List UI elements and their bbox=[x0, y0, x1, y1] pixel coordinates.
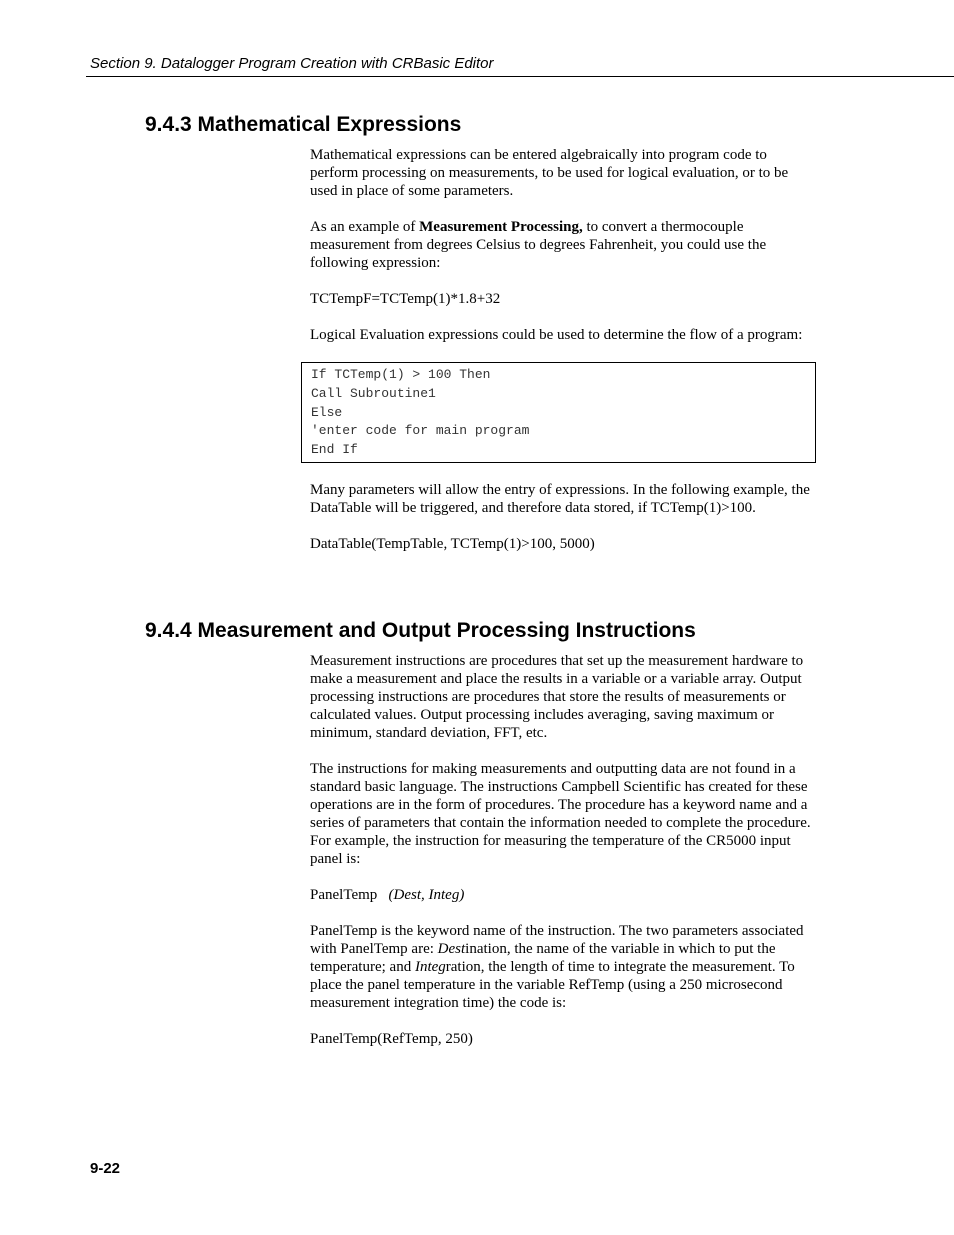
section-body-9-4-3 bbox=[310, 146, 815, 571]
running-header: Section 9. Datalogger Program Creation with CRBasic Editor bbox=[90, 55, 494, 72]
syntax-params: (Dest, Integ) bbox=[388, 887, 465, 903]
text-run: ration, the length of time to integrate the measurement. To place the panel temperature in the variable RefTemp (using a 250 microsecond measurement integration time) the code is: bbox=[310, 959, 795, 1011]
page-number: 9-22 bbox=[90, 1160, 121, 1177]
code-line: If TCTemp(1) > 100 Then bbox=[311, 367, 491, 382]
paragraph: The instructions for making measurements and outputting data are not found in a standard basic language. The instructions Campbell Scientific has created for these operations are in the form of procedures. The procedure has a keyword name and a series of parameters that contain the information needed to complete the procedure. For example, the instruction for measuring the temperature of the CR5000 input panel is: bbox=[310, 761, 811, 867]
code-line: End If bbox=[311, 442, 358, 458]
text-run: ination, the name of the variable in which to put the temperature; and bbox=[310, 941, 776, 975]
italic-term: Dest bbox=[437, 941, 466, 957]
code-line: Else bbox=[311, 404, 343, 420]
text-run: to convert a thermocouple measurement from degrees Celsius to degrees Fahrenheit, you could use the following expression: bbox=[310, 219, 767, 271]
italic-term: Integ bbox=[414, 959, 446, 975]
paragraph: Mathematical expressions can be entered algebraically into program code to perform processing on measurements, to be used for logical evaluation, or to be used in place of some parameters. bbox=[310, 147, 789, 199]
code-line: Call Subroutine1 bbox=[311, 385, 436, 401]
text-run: As an example of bbox=[310, 219, 420, 235]
syntax-line bbox=[310, 886, 815, 904]
expression-example: TCTempF=TCTemp(1)*1.8+32 bbox=[310, 291, 501, 307]
section-heading-9-4-4: 9.4.4 Measurement and Output Processing Instructions bbox=[145, 619, 696, 642]
section-body-9-4-4 bbox=[310, 652, 815, 1066]
text-run: PanelTemp is the keyword name of the instruction. The two parameters associated with PanelTemp are: bbox=[310, 923, 804, 957]
paragraph: Logical Evaluation expressions could be used to determine the flow of a program: bbox=[310, 327, 803, 343]
paragraph bbox=[310, 218, 815, 272]
paragraph: Measurement instructions are procedures that set up the measurement hardware to make a measurement and place the results in a variable or a variable array. Output processing instructions are procedures that store the results of measurements or calculated values. Output processing includes averaging, saving maximum or minimum, standard deviation, FFT, etc. bbox=[310, 653, 804, 741]
datatable-example: DataTable(TempTable, TCTemp(1)>100, 5000) bbox=[310, 535, 595, 552]
code-block bbox=[301, 362, 816, 463]
header-rule bbox=[86, 76, 954, 77]
code-example: PanelTemp(RefTemp, 250) bbox=[310, 1031, 473, 1047]
paragraph: Many parameters will allow the entry of expressions. In the following example, the DataTable will be triggered, and therefore data stored, if TCTemp(1)>100. bbox=[310, 481, 810, 516]
paragraph bbox=[310, 922, 815, 1012]
bold-term: Measurement Processing, bbox=[419, 219, 583, 235]
syntax-name: PanelTemp bbox=[310, 887, 378, 903]
code-line: 'enter code for main program bbox=[311, 423, 530, 439]
section-heading-9-4-3: 9.4.3 Mathematical Expressions bbox=[145, 113, 462, 136]
